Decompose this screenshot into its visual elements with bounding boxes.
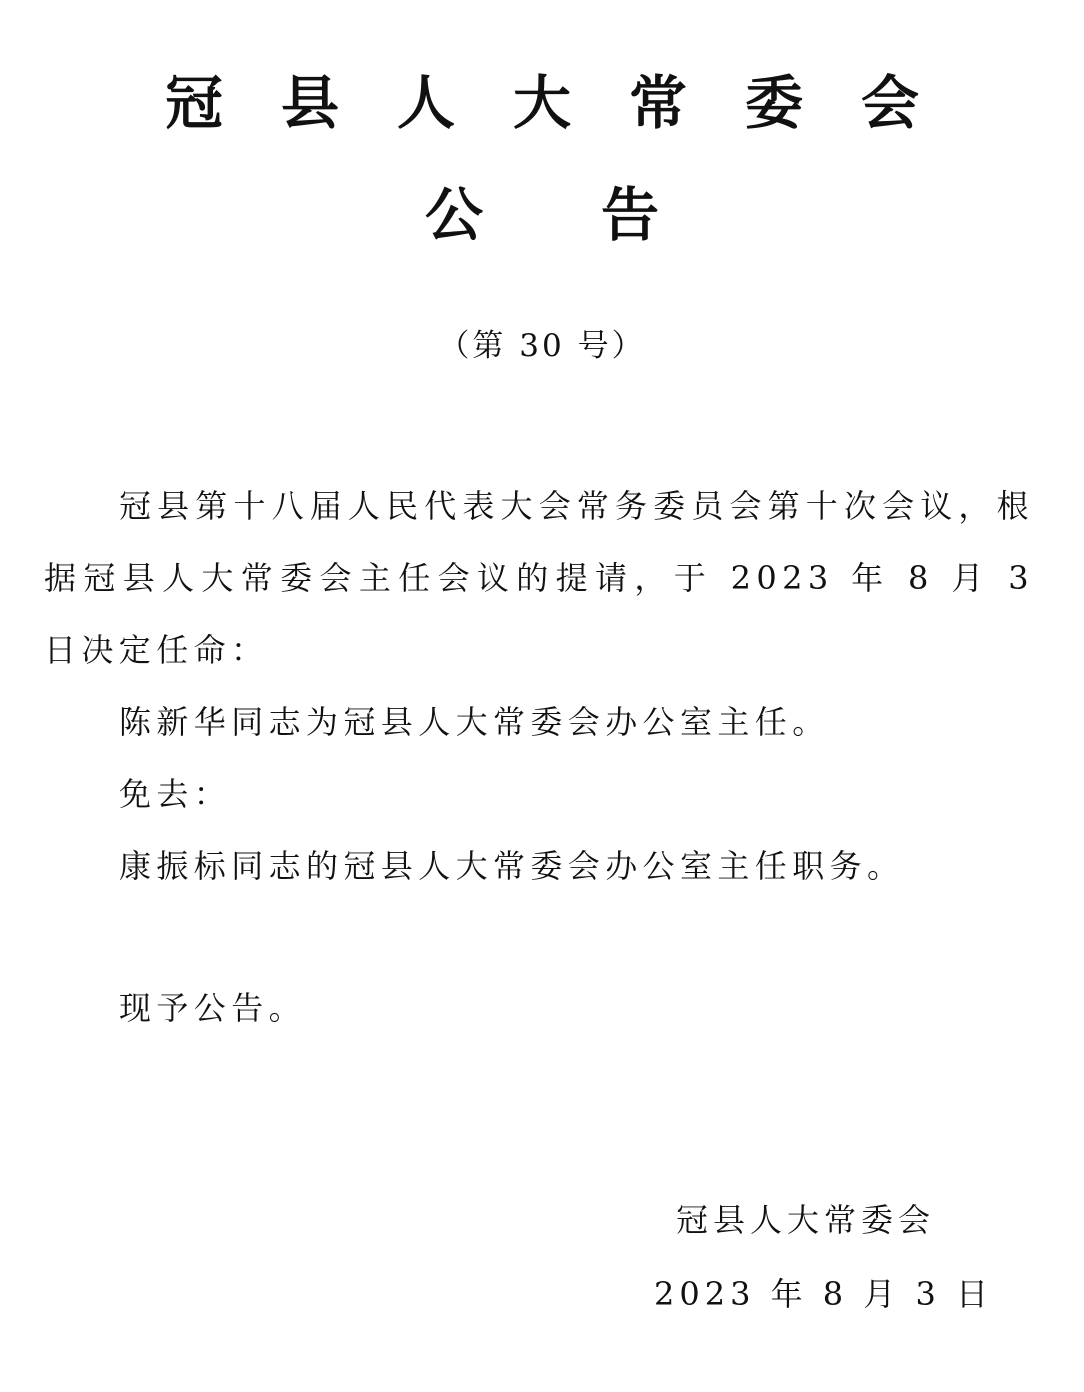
paragraph-removal-intro: 免去： — [119, 775, 232, 813]
document-number: （第 30 号） — [438, 328, 646, 364]
paragraph-appointment: 陈新华同志为冠县人大常委会办公室主任。 — [119, 703, 830, 741]
paragraph-gap — [44, 902, 1034, 972]
signature-date: 2023 年 8 月 3 日 — [654, 1275, 994, 1313]
signature-organization: 冠县人大常委会 — [676, 1201, 936, 1239]
document-title: 冠县人大常委会 — [164, 69, 977, 137]
paragraph-appointment-intro: 冠县第十八届人民代表大会常务委员会第十次会议，根据冠县人大常委会主任会议的提请，于 2023 年 8 月 3 日决定任命： — [44, 487, 1034, 669]
paragraph-closing: 现予公告。 — [119, 989, 307, 1027]
document-subtitle: 公告 — [424, 181, 777, 249]
paragraph-removal: 康振标同志的冠县人大常委会办公室主任职务。 — [119, 847, 905, 885]
document-body — [44, 470, 1034, 1044]
